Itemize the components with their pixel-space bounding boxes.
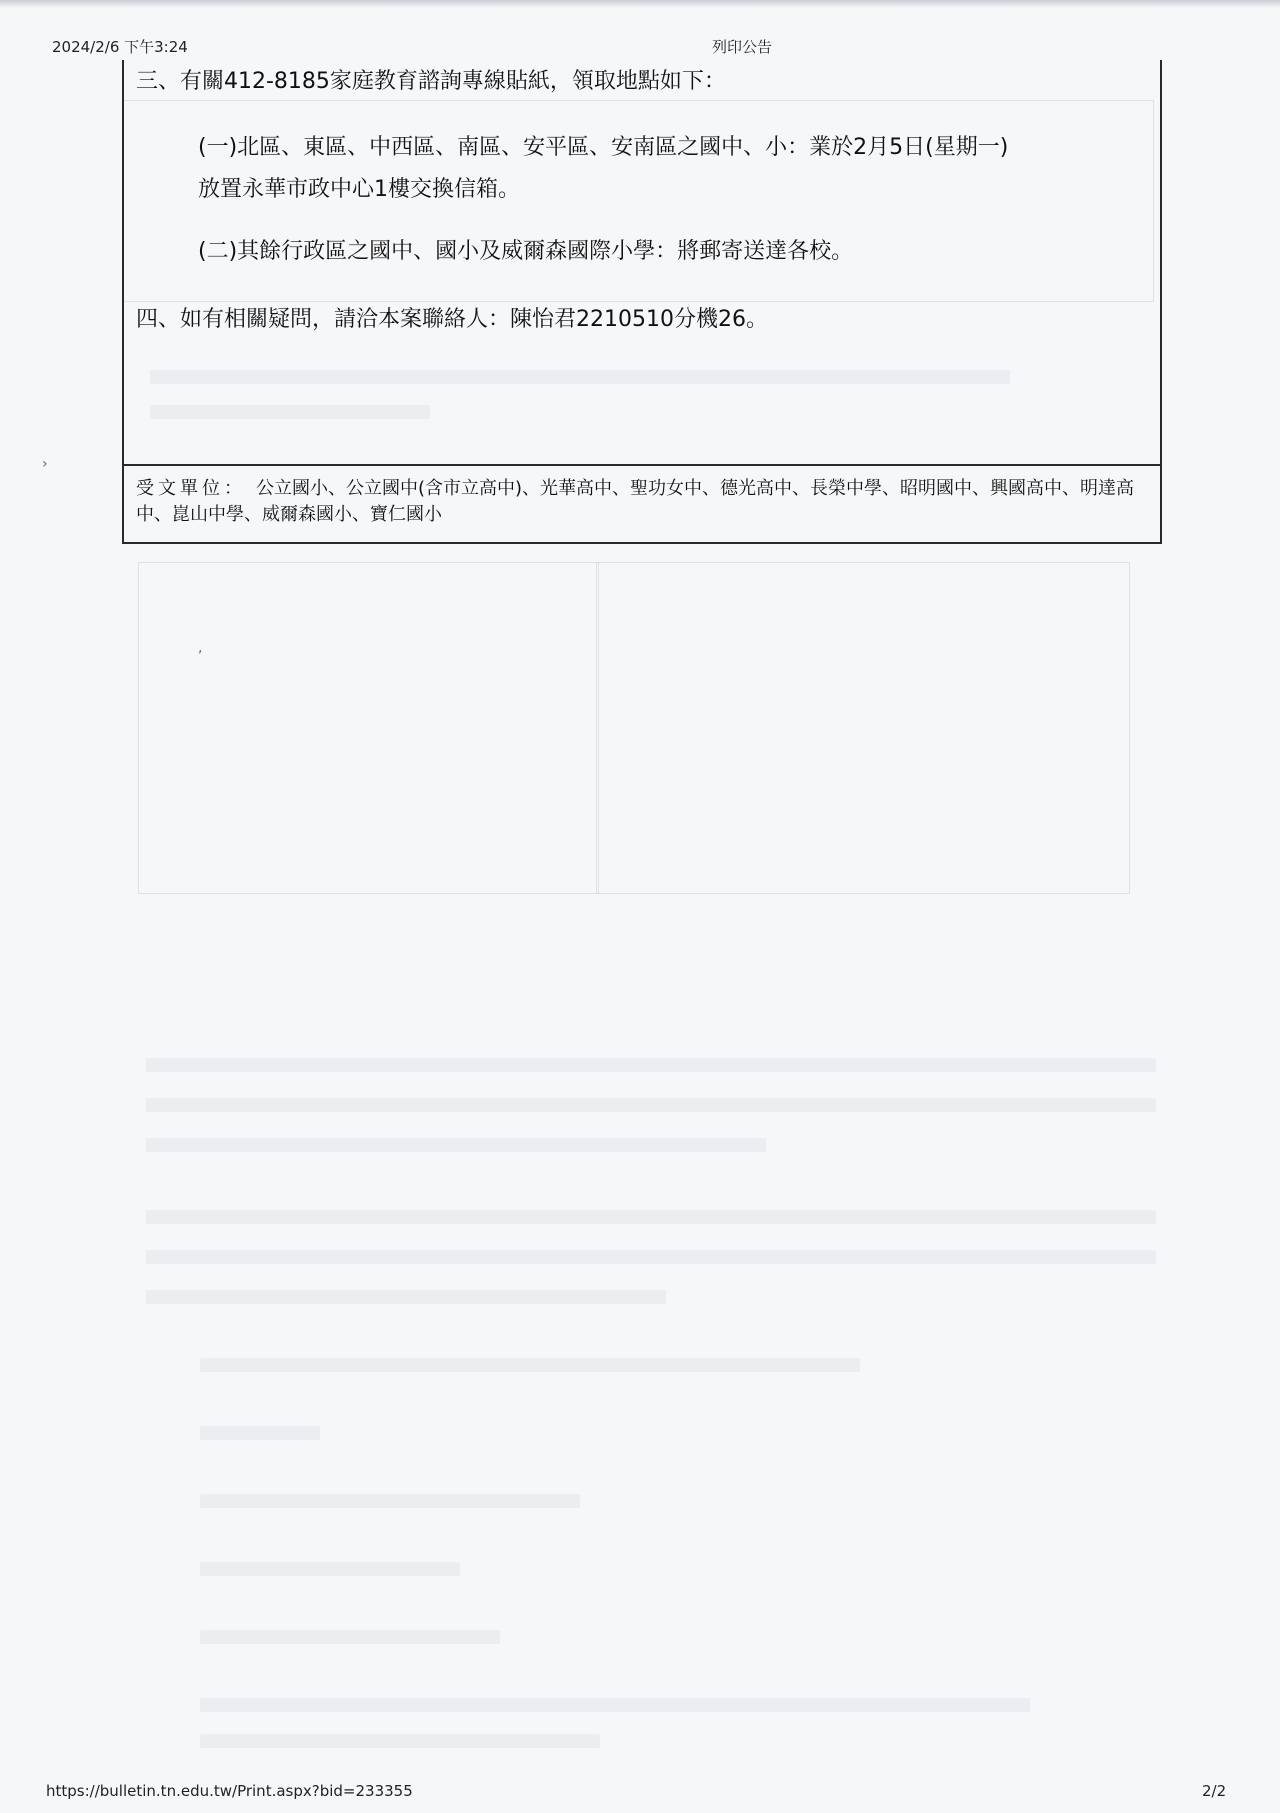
ghost-text-line xyxy=(200,1494,580,1508)
ghost-text-line xyxy=(200,1698,1030,1712)
ghost-text-line xyxy=(146,1138,766,1152)
scan-speck: › xyxy=(42,456,48,472)
ghost-text-line xyxy=(146,1210,1156,1224)
scan-edge-shadow xyxy=(0,0,1280,8)
ghost-frame-table xyxy=(138,562,1130,894)
print-datetime: 2024/2/6 下午3:24 xyxy=(52,38,188,56)
recipients-list: 公立國小、公立國中(含市立高中)、光華高中、聖功女中、德光高中、長榮中學、昭明國中、興國高中、明達高中、崑山中學、威爾森國小、寶仁國小 xyxy=(136,478,1135,526)
ghost-text-line xyxy=(146,1250,1156,1264)
item-1-line-2: 放置永華市政中心1樓交換信箱。 xyxy=(198,177,520,202)
ghost-text-line xyxy=(146,1290,666,1304)
item-1-line-1: (一)北區、東區、中西區、南區、安平區、安南區之國中、小：業於2月5日(星期一) xyxy=(198,135,1009,160)
recipients-label: 受文單位： xyxy=(136,478,246,499)
item-2: (二)其餘行政區之國中、國小及威爾森國際小學：將郵寄送達各校。 xyxy=(198,239,854,264)
ghost-text-line xyxy=(200,1734,600,1748)
ghost-text-line xyxy=(200,1630,500,1644)
ghost-frame-inner xyxy=(596,562,599,894)
ghost-text-line xyxy=(200,1426,320,1440)
ghost-text-line xyxy=(200,1562,460,1576)
print-title: 列印公告 xyxy=(712,38,773,56)
section-3-heading: 三、有關412-8185家庭教育諮詢專線貼紙，領取地點如下： xyxy=(136,69,726,94)
ghost-text-line xyxy=(146,1058,1156,1072)
scan-speck: , xyxy=(198,640,203,656)
ghost-text-line xyxy=(200,1358,860,1372)
page-number: 2/2 xyxy=(1202,1782,1227,1800)
section-4-contact: 四、如有相關疑問，請洽本案聯絡人：陳怡君2210510分機26。 xyxy=(136,307,768,332)
ghost-text-line xyxy=(146,1098,1156,1112)
print-url: https://bulletin.tn.edu.tw/Print.aspx?bid=233355 xyxy=(46,1782,413,1800)
recipients-text xyxy=(136,476,1146,528)
